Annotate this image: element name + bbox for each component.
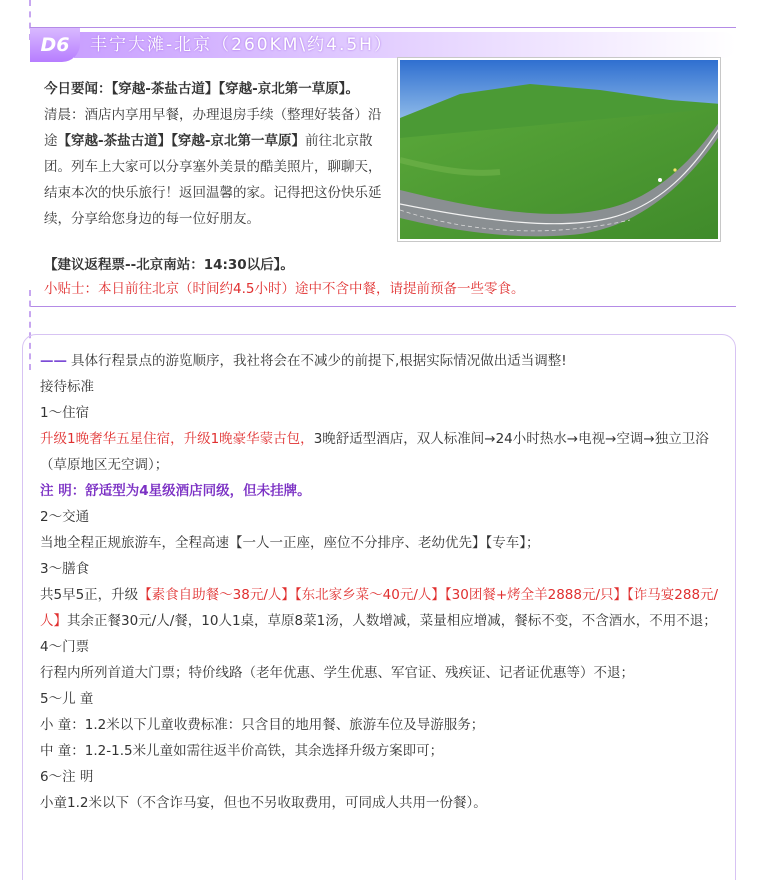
day-morning [44,102,386,232]
intro-text: 具体行程景点的游览顺序，我社将会在不减少的前提下,根据实际情况做出适当调整! [71,353,567,369]
day-bottom-divider [30,306,736,307]
child-line-2: 中 童：1.2-1.5米儿童如需往返半价高铁，其余选择升级方案即可； [40,743,444,759]
meal-text-2: 其余正餐30元/人/餐，10人1桌，草原8菜1汤，人数增减，菜量相应增减，餐标不变，不含酒水，不用不退； [67,613,717,629]
day-description [44,76,386,232]
child-line-1: 小 童：1.2米以下儿童收费标准：只含目的地用餐、旅游车位及导游服务； [40,717,485,733]
hotel-upgrade: 升级1晚奢华五星住宿，升级1晚豪华蒙古包， [40,431,314,447]
meal-upgrade: 【素食自助餐～38元/人】【东北家乡菜～40元/人】【30团餐+烤全羊2888元/只】【诈马宴288元/人】 [40,587,719,629]
hotel-note: 注 明：舒适型为4星级酒店同级，但未挂牌。 [40,483,311,499]
day-tip: 小贴士：本日前往北京（时间约4.5小时）途中不含中餐，请提前预备一些零食。 [44,281,525,297]
ticket-heading: 4～门票 [40,639,90,655]
meal-heading: 3～膳食 [40,561,90,577]
meal-text-1: 共5早5正，升级 [40,587,139,603]
hotel-heading: 1～住宿 [40,405,90,421]
highlight-label: 今日要闻： [44,81,112,97]
landscape-image [400,60,720,241]
ticket-text: 行程内所列首道大门票；特价线路（老年优惠、学生优惠、军官证、残疾证、记者证优惠等）不退； [40,665,634,681]
morning-text-2: 前往北京散团。列车上大家可以分享塞外美景的酷美照片，聊聊天，结束本次的快乐旅行！返回温馨的家。记得把这份快乐延续，分享给您身边的每一位好朋友。 [44,133,382,227]
transport-text: 当地全程正规旅游车，全程高速【一人一正座，座位不分排序、老幼优先】【专车】； [40,535,540,551]
note-text: 小童1.2米以下（不含诈马宴，但也不另收取费用，可同成人共用一份餐）。 [40,795,487,811]
meal-details [40,582,720,634]
transport-heading: 2～交通 [40,509,90,525]
lead-dash: —— [40,353,67,369]
section-title: 接待标准 [40,379,94,395]
day-highlight [44,76,386,102]
hotel-details [40,426,720,478]
child-heading: 5～儿 童 [40,691,94,707]
morning-text-1: 酒店内享用早餐，办理退房手续（整理好装备）沿途 [44,107,382,149]
day-header [30,28,736,62]
highlight-items: 【穿越-茶盐古道】【穿越-京北第一草原】。 [111,81,359,97]
return-ticket: 【建议返程票--北京南站：14:30以后】。 [44,257,294,273]
day-title: 丰宁大滩-北京（260KM\约4.5H） [90,35,393,55]
grassland-highway-photo [398,58,720,241]
day-badge: D6 [30,28,80,62]
morning-label: 清晨： [44,107,85,123]
info-panel-content [40,348,720,816]
hotel-text: 3晚舒适型酒店，双人标准间→24小时热水→电视→空调→独立卫浴（草原地区无空调）； [40,431,709,473]
intro-line [40,348,720,374]
morning-strong: 【穿越-茶盐古道】【穿越-京北第一草原】 [57,133,305,149]
return-ticket-line [44,252,730,278]
note-heading: 6～注 明 [40,769,94,785]
